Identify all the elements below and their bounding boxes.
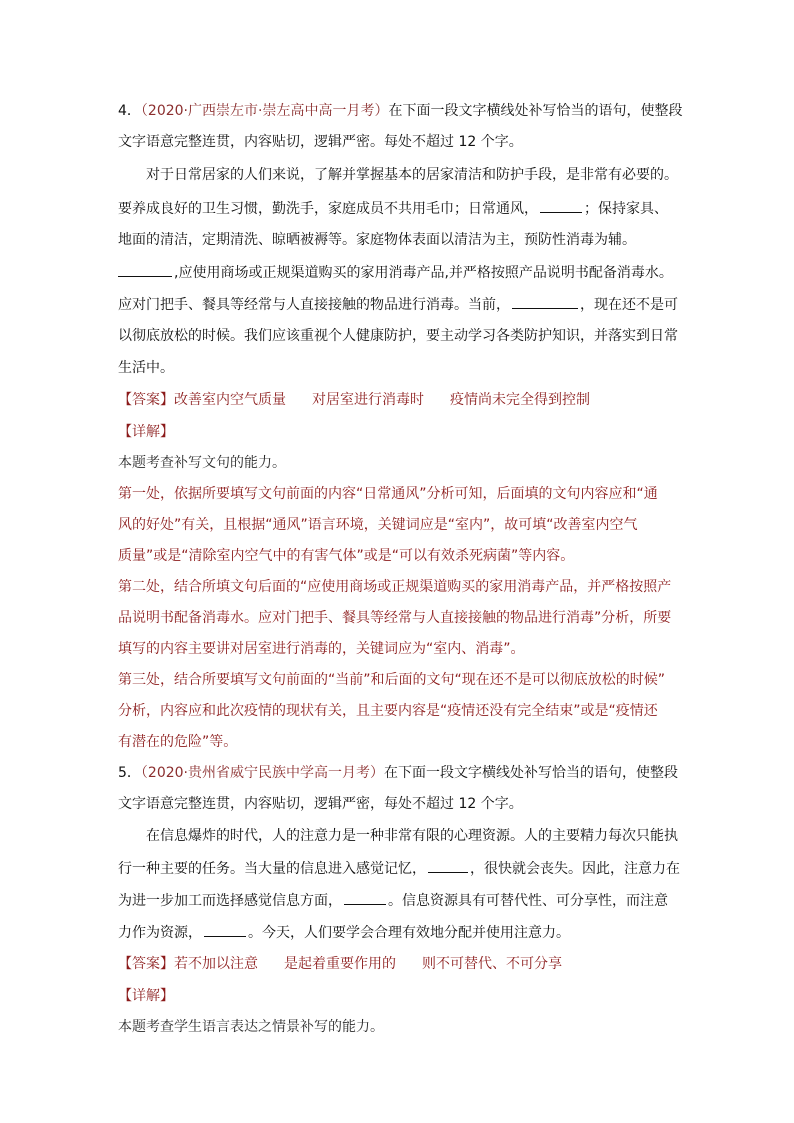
answer-label: 【答案】: [118, 956, 174, 972]
answer-item: 对居室进行消毒时: [312, 392, 424, 408]
answer-item: 是起着重要作用的: [284, 956, 396, 972]
q5-blank-1: [428, 858, 468, 873]
answer-item: 若不加以注意: [174, 956, 258, 972]
q5-passage-text: 为进一步加工而选择感觉信息方面，: [118, 893, 342, 909]
q4-passage-text: ,应使用商场或正规渠道购买的家用消毒产品,并严格按照产品说明书配备消毒水。: [174, 265, 673, 281]
answer-label: 【答案】: [118, 392, 174, 408]
q4-heading: [118, 101, 682, 121]
explanation-line: 第二处，结合所填文句后面的“应使用商场或正规渠道购买的家用消毒产品，并严格按照产: [118, 579, 672, 595]
q5-prompt-2: 文字语意完整连贯，内容贴切，逻辑严密，每处不超过 12 个字。: [118, 796, 523, 812]
q5-passage-line: 在信息爆炸的时代，人的注意力是一种非常有限的心理资源。人的主要精力每次只能执: [146, 828, 678, 844]
answer-item: 则不可替代、不可分享: [422, 956, 562, 972]
q4-number: 4．: [118, 103, 141, 119]
q4-passage-text: ，现在还不是可: [580, 297, 678, 313]
q4-passage-line: 对于日常居家的人们来说，了解并掌握基本的居家清洁和防护手段，是非常有必要的。: [146, 167, 678, 183]
q5-answer: [118, 954, 562, 974]
q4-passage-line: 以彻底放松的时候。我们应该重视个人健康防护，要主动学习各类防护知识，并落实到日常: [118, 328, 678, 344]
q5-heading: [118, 763, 678, 783]
q5-passage-text: ，很快就会丧失。因此，注意力在: [470, 861, 680, 877]
explanation-line: 分析，内容应和此次疫情的现状有关，且主要内容是“疫情还没有完全结束”或是“疫情还: [118, 703, 658, 719]
explanation-line: 第三处，结合所要填写文句前面的“当前”和后面的文句“现在还不是可以彻底放松的时候”: [118, 672, 666, 688]
q4-passage-text: 要养成良好的卫生习惯，勤洗手，家庭成员不共用毛巾；日常通风，: [118, 201, 538, 217]
q5-passage-line: [118, 858, 680, 879]
q5-number: 5．: [118, 765, 141, 781]
detail-label: 【详解】: [118, 424, 174, 440]
q4-passage-text: ；保持家具、: [584, 201, 668, 217]
q4-passage-line: [118, 262, 673, 283]
q5-passage-text: 力作为资源，: [118, 925, 202, 941]
q5-passage-text: 。今天，人们要学会合理有效地分配并使用注意力。: [248, 925, 570, 941]
q4-passage-line: 地面的清洁，定期清洗、晾晒被褥等。家庭物体表面以清洁为主，预防性消毒为辅。: [118, 232, 636, 248]
q4-passage-line: 生活中。: [118, 360, 174, 376]
q4-passage-line: [118, 294, 678, 315]
q4-blank-2: [118, 262, 172, 277]
answer-item: 改善室内空气质量: [174, 392, 286, 408]
explanation-line: 质量”或是“清除室内空气中的有害气体”或是“可以有效杀死病菌”等内容。: [118, 548, 575, 564]
q5-passage-line: [118, 922, 570, 943]
detail-intro: 本题考查补写文句的能力。: [118, 455, 286, 471]
q5-passage-line: [118, 890, 668, 911]
q5-prompt-1: 在下面一段文字横线处补写恰当的语句，使整段: [384, 765, 679, 781]
explanation-line: 风的好处”有关，且根据“通风”语言环境，关键词应是“室内”，故可填“改善室内空气: [118, 517, 638, 533]
q5-passage-text: 行一种主要的任务。当大量的信息进入感觉记忆，: [118, 861, 426, 877]
explanation-line: 填写的内容主要讲对居室进行消毒的，关键词应为“室内、消毒”。: [118, 641, 525, 657]
q4-blank-3: [512, 294, 578, 309]
q5-passage-text: 。信息资源具有可替代性、可分享性，而注意: [388, 893, 668, 909]
q5-blank-2: [344, 890, 386, 905]
q4-blank-1: [540, 198, 582, 213]
answer-item: 疫情尚未完全得到控制: [450, 392, 590, 408]
detail-label: 【详解】: [118, 988, 174, 1004]
explanation-line: 第一处，依据所要填写文句前面的内容“日常通风”分析可知，后面填的文句内容应和“通: [118, 486, 658, 502]
q5-blank-3: [204, 922, 246, 937]
q4-source: （2020·广西崇左市·崇左高中高一月考）: [140, 103, 389, 119]
q4-prompt-2: 文字语意完整连贯，内容贴切，逻辑严密。每处不超过 12 个字。: [118, 134, 523, 150]
q4-passage-line: [118, 198, 668, 219]
detail-intro: 本题考查学生语言表达之情景补写的能力。: [118, 1019, 384, 1035]
q4-answer: [118, 390, 590, 410]
explanation-line: 有潜在的危险”等。: [118, 734, 238, 750]
q4-passage-text: 应对门把手、餐具等经常与人直接接触的物品进行消毒。当前，: [118, 297, 510, 313]
q4-prompt-1: 在下面一段文字横线处补写恰当的语句，使整段: [388, 103, 683, 119]
explanation-line: 品说明书配备消毒水。应对门把手、餐具等经常与人直接接触的物品进行消毒”分析，所要: [118, 610, 672, 626]
q5-source: （2020·贵州省威宁民族中学高一月考）: [140, 765, 385, 781]
